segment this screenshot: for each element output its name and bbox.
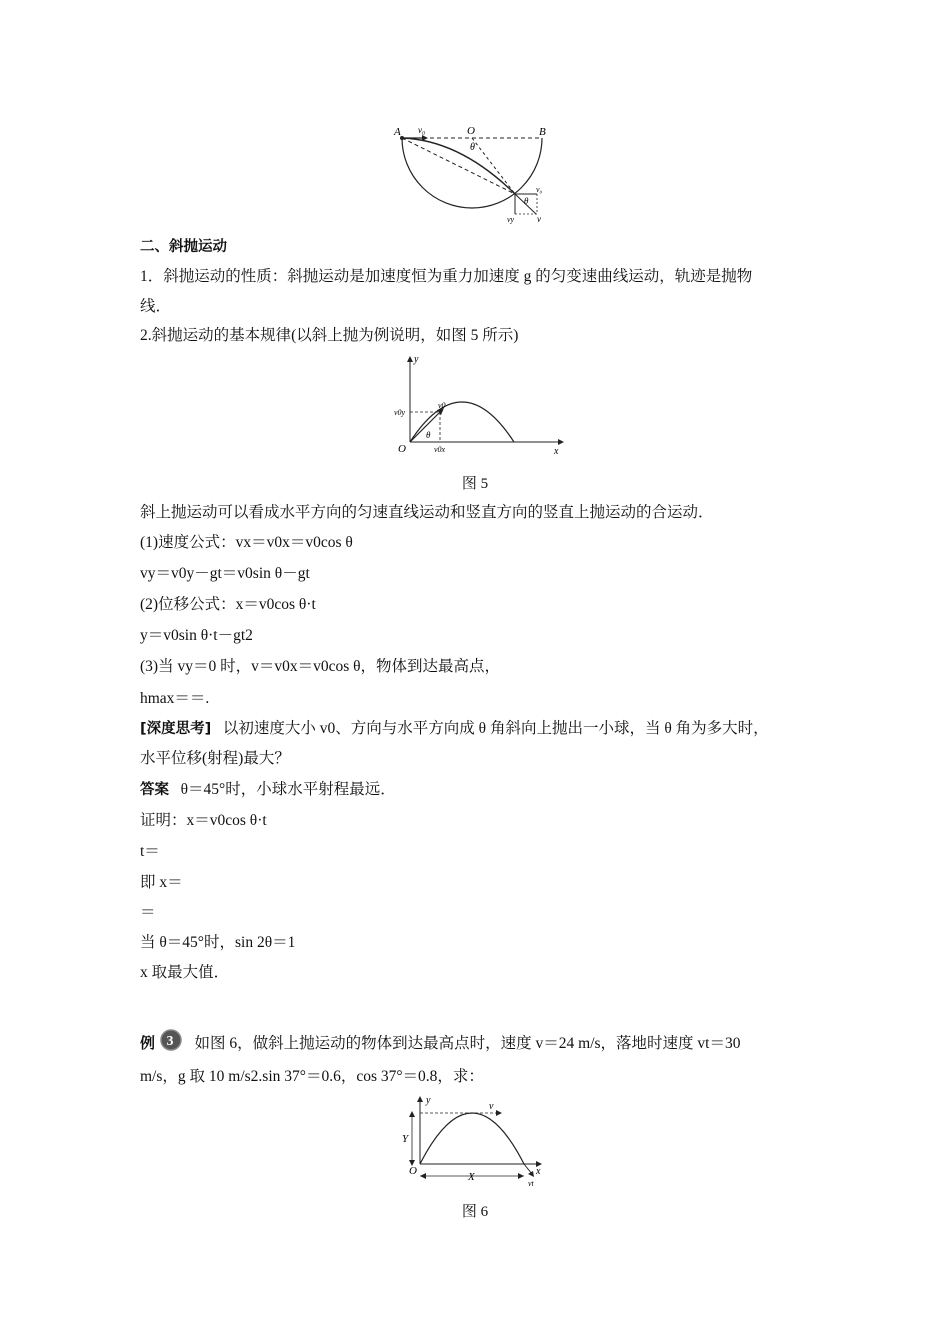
label-Y: Y <box>402 1133 409 1145</box>
example-text-a: 如图 6，做斜上抛运动的物体到达最高点时，速度 v＝24 m/s，落地时速度 vt＝30 <box>194 1035 741 1052</box>
figure-5-caption: 图 5 <box>461 476 489 492</box>
formula-5: (3)当 vy＝0 时，v＝v0x＝v0cos θ，物体到达最高点， <box>140 658 501 675</box>
label-y: y <box>414 354 419 365</box>
label-O: O <box>398 443 406 455</box>
think-text-a: 以初速度大小 v0、方向与水平方向成 θ 角斜向上抛出一小球，当 θ 角为多大时， <box>222 720 769 737</box>
proof-4: ＝ <box>140 904 156 921</box>
proof-1: 证明：x＝v0cos θ·t <box>140 812 267 829</box>
label-v0: v0 <box>438 401 446 410</box>
label-A: A <box>394 126 401 138</box>
semicircle-figure <box>390 122 560 228</box>
think-line-a <box>140 719 769 739</box>
label-X: X <box>468 1171 475 1183</box>
think-line-b: 水平位移(射程)最大？ <box>140 750 290 767</box>
label-theta-right: θ <box>524 196 529 206</box>
formula-4: y＝v0sin θ·t－gt2 <box>140 627 253 644</box>
example-line-b: m/s，g 取 10 m/s2.sin 37°＝0.6，cos 37°＝0.8，求： <box>140 1068 484 1085</box>
example-number-badge <box>159 1028 183 1052</box>
label-v0x: v0x <box>434 445 446 454</box>
proof-2: t＝ <box>140 843 160 860</box>
label-v: v <box>537 214 541 224</box>
label-x: x <box>554 446 559 457</box>
formula-3: (2)位移公式：x＝v0cos θ·t <box>140 596 316 613</box>
label-O: O <box>409 1165 417 1177</box>
think-tag: [深度思考] <box>140 721 212 737</box>
label-theta: θ <box>426 430 431 440</box>
example-number: 3 <box>166 1034 174 1050</box>
label-B: B <box>539 126 546 138</box>
paragraph-3: 斜上抛运动可以看成水平方向的匀速直线运动和竖直方向的竖直上抛运动的合运动． <box>140 504 714 521</box>
example-label: 例 <box>140 1034 156 1052</box>
paragraph-1b: 线． <box>140 298 172 315</box>
formula-2: vy＝v0y－gt＝v0sin θ－gt <box>140 565 310 582</box>
example-line-a <box>140 1033 740 1054</box>
proof-3: 即 x＝ <box>140 874 183 891</box>
label-v: v <box>489 1101 494 1112</box>
label-O: O <box>467 125 475 137</box>
paragraph-2: 2.斜抛运动的基本规律(以斜上抛为例说明，如图 5 所示) <box>140 327 519 344</box>
label-v0: v₀ <box>418 125 426 135</box>
paragraph-1a: 1．斜抛运动的性质：斜抛运动是加速度恒为重力加速度 g 的匀变速曲线运动，轨迹是抛物 <box>140 268 753 285</box>
answer-tag: 答案 <box>140 782 169 798</box>
label-y: y <box>426 1095 431 1106</box>
figure-6 <box>400 1092 550 1190</box>
label-vy: vy <box>507 215 515 224</box>
label-vt: vt <box>528 1179 534 1188</box>
label-theta: θ <box>470 142 475 153</box>
proof-6: x 取最大值． <box>140 964 230 981</box>
proof-5: 当 θ＝45°时，sin 2θ＝1 <box>140 934 296 951</box>
answer-text: θ＝45°时，小球水平射程最远． <box>180 781 396 798</box>
formula-1: (1)速度公式：vx＝v0x＝v0cos θ <box>140 534 353 551</box>
label-v0-right: v₀ <box>536 185 543 194</box>
formula-6: hmax＝＝. <box>140 690 210 707</box>
label-v0y: v0y <box>394 408 406 417</box>
section-title: 二、斜抛运动 <box>140 239 227 255</box>
answer-line <box>140 780 396 800</box>
label-x: x <box>536 1166 541 1177</box>
figure-6-caption: 图 6 <box>461 1204 489 1220</box>
figure-5 <box>392 352 570 460</box>
